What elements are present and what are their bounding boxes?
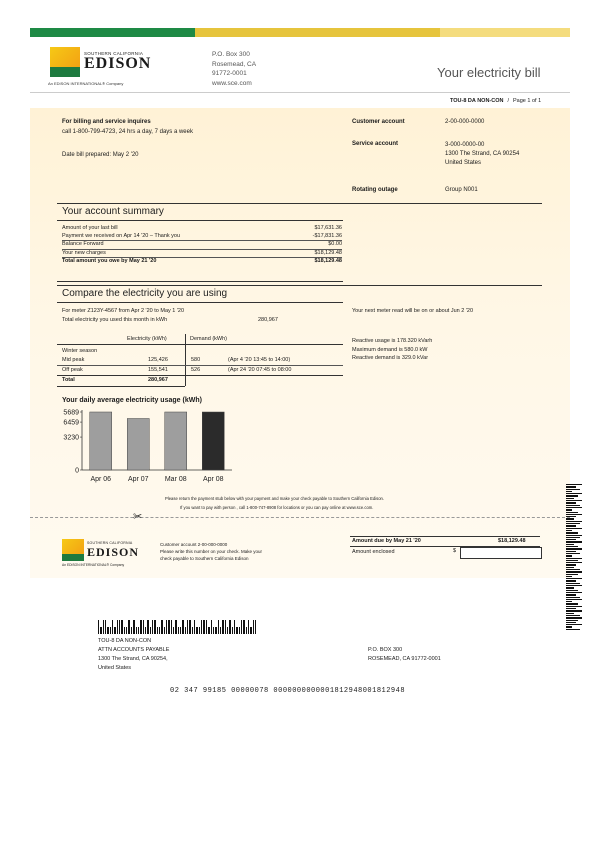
address-line: Rosemead, CA [212, 60, 257, 68]
strip-light-yellow [440, 28, 570, 37]
barcode-bar [147, 620, 148, 634]
barcode-bar [566, 523, 580, 524]
barcode-bar [110, 627, 111, 634]
remit-line: ROSEMEAD, CA 91772-0001 [368, 656, 441, 662]
chart-y-tick-label: 3230 [63, 434, 79, 442]
barcode-bar [119, 620, 120, 634]
barcode-bar [566, 535, 582, 536]
barcode-bar [566, 624, 582, 625]
barcode-bar [566, 555, 572, 556]
stub-customer-account: Customer account 2-00-000-0000 [160, 542, 228, 547]
stub-write-note: check payable to Southern California Edison [160, 556, 249, 561]
usage-bottom-rule [57, 386, 185, 387]
barcode-bar [180, 627, 181, 634]
barcode-bar [185, 627, 186, 634]
barcode-bar [178, 627, 179, 634]
barcode-bar [250, 627, 251, 634]
barcode-bar [222, 620, 223, 634]
rotating-outage-value: Group N001 [445, 187, 478, 193]
barcode-bar [566, 493, 582, 494]
summary-top-rule [57, 203, 542, 204]
amount-due-value: $18,129.48 [498, 538, 526, 544]
reactive-usage: Reactive usage is 178.320 kVarh [352, 338, 433, 344]
barcode-bar [215, 627, 216, 634]
summary-total-row [62, 258, 342, 266]
chart-x-tick-label: Apr 07 [127, 476, 149, 483]
barcode-bar [566, 622, 576, 623]
barcode-bar [173, 627, 174, 634]
chart-bar [202, 412, 224, 470]
barcode-bar [168, 620, 169, 634]
barcode-bar [566, 580, 576, 581]
barcode-bar [103, 620, 104, 634]
barcode-bar [566, 578, 582, 579]
chart-y-tick-label: 5689 [63, 409, 79, 417]
barcode-bar [107, 627, 108, 634]
postal-barcode [98, 620, 256, 634]
billing-inquiries-title: For billing and service inquires [62, 119, 151, 125]
strip-yellow [195, 28, 440, 37]
barcode-bar [187, 620, 188, 634]
barcode-bar [566, 518, 574, 519]
remit-address [368, 646, 441, 664]
reactive-info [352, 337, 432, 363]
summary-row [62, 250, 342, 258]
barcode-bar [199, 627, 200, 634]
barcode-bar [566, 594, 576, 595]
barcode-bar [566, 606, 582, 607]
amount-enclosed-input[interactable] [460, 547, 542, 559]
usage-row-note: (Apr 24 '20 07:45 to 08:00 [228, 367, 292, 373]
compare-title-rule [57, 302, 343, 303]
barcode-bar [566, 564, 576, 565]
barcode-bar [164, 627, 165, 634]
customer-account-label: Customer account [352, 119, 405, 125]
barcode-bar [152, 620, 153, 634]
service-address-line: United States [445, 160, 482, 166]
barcode-bar [566, 521, 582, 522]
barcode-bar [566, 620, 578, 621]
barcode-bar [566, 507, 582, 508]
barcode-bar [229, 620, 230, 634]
service-account-label: Service account [352, 141, 399, 147]
barcode-bar [189, 620, 190, 634]
barcode-bar [566, 574, 578, 575]
service-account-block [445, 141, 519, 168]
barcode-bar [566, 608, 576, 609]
chart-title: Your daily average electricity usage (kWh) [62, 397, 202, 404]
summary-value: $18,129.48 [314, 249, 342, 256]
page-title: Your electricity bill [437, 65, 541, 80]
barcode-bar [566, 528, 582, 529]
barcode-bar [211, 620, 212, 634]
chart-bar [165, 412, 187, 470]
compare-top-rule [57, 285, 542, 286]
barcode-bar [112, 620, 113, 634]
barcode-bar [566, 553, 580, 554]
barcode-bar [246, 627, 247, 634]
barcode-bar [128, 620, 129, 634]
barcode-bar [121, 620, 122, 634]
barcode-bar [234, 620, 235, 634]
col-header-kwh: Electricity (kWh) [127, 336, 167, 342]
barcode-bar [566, 583, 580, 584]
barcode-bar [239, 627, 240, 634]
barcode-bar [566, 587, 574, 588]
service-account-value: 3-000-0000-00 [445, 142, 485, 148]
header-divider [30, 92, 570, 93]
mailing-line: ATTN ACCOUNTS PAYABLE [98, 647, 170, 653]
barcode-bar [566, 626, 572, 627]
mailing-line: TOU-8 DA NON-CON [98, 638, 152, 644]
barcode-bar [566, 569, 580, 570]
chart-bar [90, 412, 112, 470]
barcode-bar [566, 532, 578, 533]
stub-logo-big: EDISON [87, 544, 140, 559]
barcode-bar [566, 505, 580, 506]
summary-row [62, 233, 342, 241]
barcode-bar [225, 620, 226, 634]
summary-total-value: $18,129.48 [314, 258, 342, 264]
chart-x-tick-label: Apr 06 [90, 476, 112, 483]
barcode-bar [566, 516, 576, 517]
barcode-bar [566, 601, 572, 602]
summary-label: Balance Forward [62, 241, 104, 247]
barcode-bar [566, 592, 582, 593]
page-number: Page 1 of 1 [513, 98, 542, 104]
usage-row-kwh: 125,426 [148, 357, 168, 363]
cut-line [30, 517, 570, 518]
barcode-bar [220, 627, 221, 634]
barcode-bar [98, 620, 99, 634]
barcode-bar [161, 620, 162, 634]
barcode-bar [566, 617, 582, 618]
barcode-bar [232, 627, 233, 634]
ocr-scanline: 02 347 99185 00000078 0000000000001812948001812948 [170, 687, 406, 695]
sunburst-logo-icon [62, 539, 84, 561]
stub-tagline: An EDISON INTERNATIONAL® Company [62, 563, 125, 567]
barcode-bar [166, 620, 167, 634]
summary-value: $17,631.36 [314, 225, 342, 231]
barcode-bar [236, 627, 237, 634]
barcode-bar [154, 620, 155, 634]
rate-code: TOU-8 DA NON-CON [450, 98, 504, 104]
return-stub-note: Please return the payment stub below with your payment and make your check payable to Southern California Edison. [165, 496, 385, 501]
rotating-outage-label: Rotating outage [352, 187, 398, 193]
barcode-bar [213, 627, 214, 634]
chart-y-tick-label: 0 [75, 467, 79, 475]
chart-y-tick-label: 6459 [63, 419, 79, 427]
usage-row-demand: 580 [191, 357, 201, 363]
barcode-bar [243, 620, 244, 634]
scissors-icon: ✂ [133, 511, 143, 523]
barcode-bar [145, 627, 146, 634]
usage-total-rule [57, 375, 343, 376]
barcode-bar [566, 590, 578, 591]
summary-row [62, 225, 342, 233]
barcode-bar [566, 560, 578, 561]
mailing-line: United States [98, 665, 132, 671]
barcode-bar [566, 514, 582, 515]
logo-tagline: An EDISON INTERNATIONAL® Company [48, 81, 124, 86]
date-prepared: Date bill prepared: May 2 '20 [62, 152, 139, 158]
summary-label: Amount of your last bill [62, 225, 118, 231]
chart-x-tick-label: Apr 08 [202, 476, 224, 483]
logo-small-text: SOUTHERN CALIFORNIA [84, 50, 144, 56]
barcode-bar [117, 620, 118, 634]
edison-logo [50, 46, 160, 78]
col-header-demand: Demand (kWh) [190, 336, 227, 342]
remit-line: P.O. BOX 300 [368, 647, 403, 653]
summary-value: $0.00 [328, 241, 342, 247]
barcode-bar [566, 629, 580, 630]
barcode-bar [566, 509, 572, 510]
summary-label: Payment we received on Apr 14 '20 – Thank you [62, 232, 181, 239]
separator: / [507, 98, 510, 104]
usage-row-label: Off peak [62, 367, 83, 373]
total-usage-label: Total electricity you used this month in kWh [62, 317, 168, 323]
barcode-bar [206, 620, 207, 634]
barcode-bar [131, 627, 132, 634]
barcode-bar [566, 599, 582, 600]
barcode-bar [566, 567, 574, 568]
summary-title: Your account summary [62, 206, 164, 217]
barcode-bar [138, 627, 139, 634]
barcode-bar [124, 627, 125, 634]
barcode-bar [126, 627, 127, 634]
barcode-bar [566, 525, 576, 526]
usage-row-kwh: 155,541 [148, 367, 168, 373]
total-usage-value: 280,967 [258, 317, 278, 323]
barcode-bar [566, 498, 574, 499]
barcode-bar [566, 489, 580, 490]
barcode-bar [566, 537, 580, 538]
summary-total-label: Total amount you owe by May 21 '20 [62, 258, 157, 264]
barcode-bar [248, 620, 249, 634]
usage-bar-chart [55, 406, 240, 488]
barcode-bar [566, 546, 578, 547]
chart-x-tick-label: Mar 08 [164, 476, 187, 483]
barcode-bar [566, 541, 582, 542]
barcode-bar [194, 620, 195, 634]
stub-logo-small: SOUTHERN CALIFORNIA [87, 541, 133, 546]
barcode-bar [566, 544, 574, 545]
barcode-bar [136, 627, 137, 634]
summary-label: Your new charges [62, 249, 106, 256]
barcode-bar [566, 551, 576, 552]
summary-title-rule [57, 220, 343, 221]
barcode-bar [566, 486, 576, 487]
barcode-bar [208, 627, 209, 634]
barcode-bar [566, 603, 578, 604]
header-color-strip [30, 28, 570, 37]
summary-bottom-rule [57, 281, 343, 282]
usage-total-label: Total [62, 377, 75, 383]
barcode-bar [157, 627, 158, 634]
usage-row-label: Mid peak [62, 357, 85, 363]
logo-big-text: EDISON [84, 55, 152, 73]
amount-enclosed-label: Amount enclosed [352, 549, 395, 555]
barcode-bar [150, 627, 151, 634]
summary-value: -$17,831.36 [312, 232, 342, 239]
mailing-address [98, 637, 169, 673]
compare-title: Compare the electricity you are using [62, 288, 228, 299]
strip-green [30, 28, 195, 37]
meter-period: For meter Z123Y-4567 from Apr 2 '20 to May 1 '20 [62, 308, 185, 314]
barcode-bar [566, 484, 582, 485]
barcode-bar [566, 585, 582, 586]
customer-account-value: 2-00-000-0000 [445, 119, 485, 125]
barcode-bar [203, 620, 204, 634]
chart-bar [127, 419, 149, 470]
stub-logo [62, 537, 162, 563]
usage-column-divider [185, 334, 186, 386]
next-meter-read: Your next meter read will be on or about Jun 2 '20 [352, 308, 474, 314]
barcode-bar [133, 620, 134, 634]
stub-account-info [160, 541, 262, 562]
barcode-bar [171, 620, 172, 634]
usage-total-kwh: 280,967 [148, 377, 168, 383]
barcode-bar [196, 627, 197, 634]
rate-and-page [450, 98, 541, 104]
vertical-barcode [566, 484, 582, 634]
barcode-bar [566, 495, 578, 496]
usage-row-divider [57, 365, 343, 366]
service-address-line: 1300 The Strand, CA 90254 [445, 151, 520, 157]
barcode-bar [100, 627, 101, 634]
pay-in-person-note: If you want to pay with person , call 1-800-747-8908 for locations or you can pay online at www.sce.com. [180, 505, 374, 510]
barcode-bar [218, 620, 219, 634]
barcode-bar [566, 615, 580, 616]
barcode-bar [566, 502, 576, 503]
season-label: Winter season [62, 348, 98, 354]
barcode-bar [566, 548, 582, 549]
barcode-bar [201, 620, 202, 634]
sunburst-logo-icon [50, 47, 80, 77]
dollar-sign: $ [453, 548, 457, 554]
billing-phone: call 1-800-799-4723, 24 hrs a day, 7 days a week [62, 129, 193, 135]
barcode-bar [192, 627, 193, 634]
barcode-bar [253, 620, 254, 634]
summary-table [62, 225, 342, 266]
barcode-bar [241, 620, 242, 634]
barcode-bar [114, 627, 115, 634]
maximum-demand: Maximum demand is 580.0 kW [352, 346, 428, 353]
barcode-bar [227, 627, 228, 634]
mailing-line: 1300 The Strand, CA 90254, [98, 656, 168, 662]
barcode-bar [566, 558, 582, 559]
barcode-bar [566, 613, 574, 614]
reactive-demand: Reactive demand is 329.0 kVar [352, 355, 429, 361]
barcode-bar [566, 610, 582, 611]
barcode-bar [140, 620, 141, 634]
barcode-bar [566, 500, 582, 501]
address-line: P.O. Box 300 [212, 51, 250, 58]
company-address [212, 50, 256, 88]
stub-write-note: Please write this number on your check. Make your [160, 549, 263, 554]
usage-row-note: (Apr 4 '20 13:45 to 14:00) [228, 357, 291, 363]
barcode-bar [566, 512, 578, 513]
barcode-bar [566, 562, 582, 563]
barcode-bar [566, 530, 572, 531]
barcode-bar [566, 571, 582, 572]
usage-row-demand: 526 [191, 367, 201, 373]
barcode-bar [566, 539, 576, 540]
stub-amount-top-rule [350, 536, 540, 537]
barcode-bar [159, 627, 160, 634]
address-line: 91772-0001 [212, 70, 247, 77]
barcode-bar [175, 620, 176, 634]
barcode-bar [182, 620, 183, 634]
website-link[interactable]: www.sce.com [212, 79, 252, 87]
barcode-bar [105, 620, 106, 634]
summary-row [62, 241, 342, 249]
barcode-bar [143, 620, 144, 634]
barcode-bar [255, 620, 256, 634]
barcode-bar [566, 597, 580, 598]
barcode-bar [566, 491, 572, 492]
usage-header-rule [57, 344, 343, 345]
amount-due-label: Amount due by May 21 '20 [352, 538, 421, 544]
barcode-bar [566, 576, 572, 577]
